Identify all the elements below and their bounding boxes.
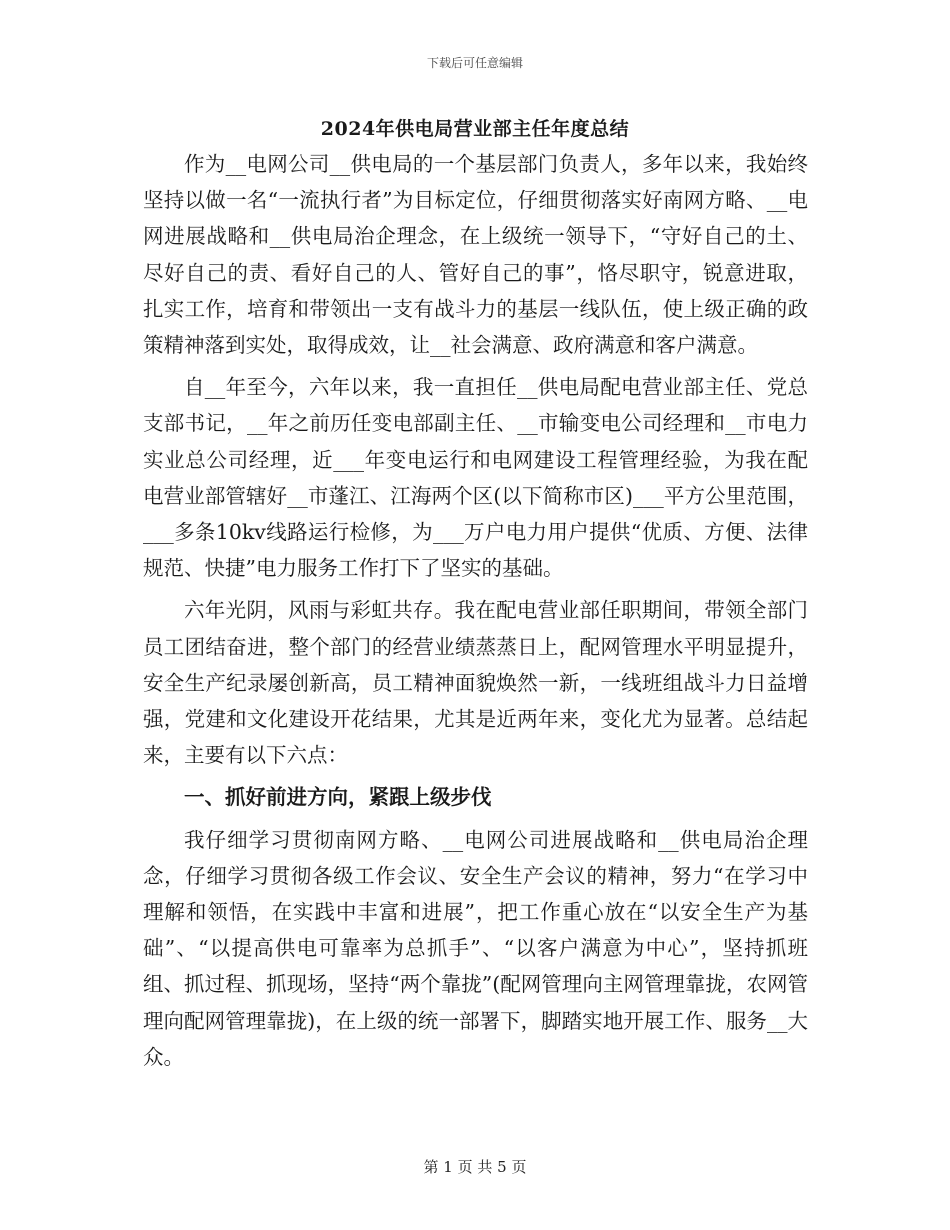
page-header-note: 下载后可任意编辑: [426, 56, 523, 70]
document-title: 2024年供电局营业部主任年度总结: [320, 118, 630, 140]
paragraph-career: 自__年至今，六年以来，我一直担任__供电局配电营业部主任、党总支部书记，__年之前历任变电部副主任、__市输变电公司经理和__市电力实业总公司经理，近___年变电运行和电网建设工程管理经验，为我在配电营业部管辖好__市蓬江、江海两个区(以下简称市区)___平方公里范围，___多条10kv线路运行检修，为___万户电力用户提供“优质、方便、法律规范、快捷”电力服务工作打下了坚实的基础。: [143, 375, 808, 581]
document-body: [143, 146, 808, 1081]
paragraph-section-1: 我仔细学习贯彻南网方略、__电网公司进展战略和__供电局治企理念，仔细学习贯彻各级工作会议、安全生产会议的精神，努力“在学习中理解和领悟，在实践中丰富和进展”，把工作重心放在“以安全生产为基础”、“以提高供电可靠率为总抓手”、“以客户满意为中心”，坚持抓班组、抓过程、抓现场，坚持“两个靠拢”(配网管理向主网管理靠拢，农网管理向配网管理靠拢)，在上级的统一部署下，脚踏实地开展工作、服务__大众。: [143, 827, 808, 1069]
paragraph-summary: 六年光阴，风雨与彩虹共存。我在配电营业部任职期间，带领全部门员工团结奋进，整个部门的经营业绩蒸蒸日上，配网管理水平明显提升，安全生产纪录屡创新高，员工精神面貌焕然一新，一线班组战斗力日益增强，党建和文化建设开花结果，尤其是近两年来，变化尤为显著。总结起来，主要有以下六点：: [143, 598, 808, 768]
paragraph-intro: 作为__电网公司__供电局的一个基层部门负责人，多年以来，我始终坚持以做一名“一流执行者”为目标定位，仔细贯彻落实好南网方略、__电网进展战略和__供电局治企理念，在上级统一领导下，“守好自己的土、尽好自己的责、看好自己的人、管好自己的事”，恪尽职守，锐意进取，扎实工作，培育和带领出一支有战斗力的基层一线队伍，使上级正确的政策精神落到实处，取得成效，让__社会满意、政府满意和客户满意。: [143, 152, 808, 358]
section-heading-1: 一、抓好前进方向，紧跟上级步伐: [184, 785, 492, 810]
page-number-footer: 第 1 页 共 5 页: [423, 1158, 527, 1176]
